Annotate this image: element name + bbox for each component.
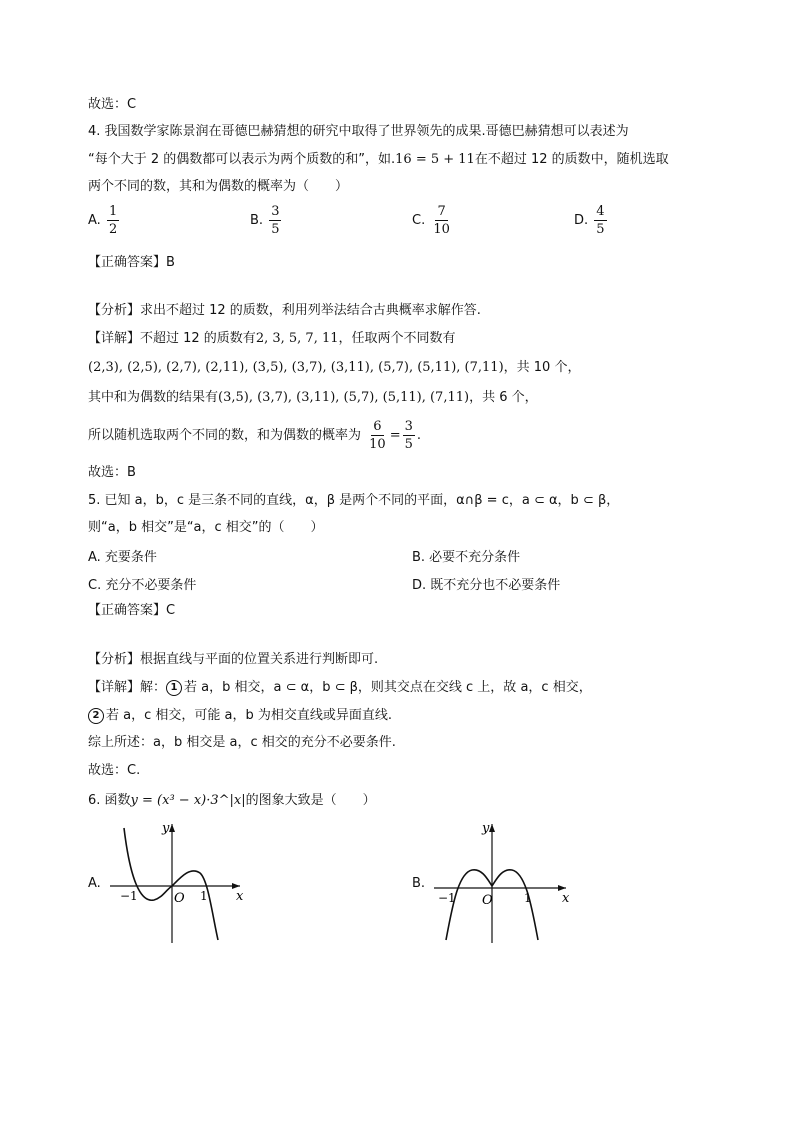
q5-stem-line1: 5. 已知 a，b，c 是三条不同的直线，α，β 是两个不同的平面，α∩β = c，a ⊂ α，b ⊂ β， [88,493,620,508]
x-axis-label: x [236,889,244,904]
origin-label: O [482,893,493,908]
q5-detail-line2: 2 若 a，c 相交，可能 a，b 为相交直线或异面直线. [88,706,392,726]
q5-stem-line2: 则“a，b 相交”是“a，c 相交”的（ ） [88,520,324,535]
x-axis-label: x [562,891,570,906]
q4-option-a-fraction: $\frac{1}{2}$ [108,204,118,237]
q4-option-a-letter: A. [88,213,101,228]
q3-answer-line: 故选：C [88,97,137,112]
q6-option-b-letter: B. [412,876,426,891]
q4-even-pairs: (3,5), (3,7), (3,11), (5,7), (5,11), (7,11) [218,390,470,405]
origin-label: O [174,891,185,906]
q4-conclusion-fraction1: $\frac{6}{10}$ [369,419,386,452]
q4-primes: 2, 3, 5, 7, 11 [255,331,339,346]
neg-one-tick: −1 [120,889,138,903]
y-axis-label: y [162,821,170,836]
q5-option-a: A. 充要条件 [88,550,157,565]
circled-number-1: 1 [166,680,182,696]
q4-stem-line3: 两个不同的数，其和为偶数的概率为（ ） [88,179,349,194]
q4-conclusion: 所以随机选取两个不同的数，和为偶数的概率为 $\frac{6}{10}$ = $\frac{3}{5}$ . [88,419,422,452]
q5-analysis: 【分析】根据直线与平面的位置关系进行判断即可. [88,652,379,667]
q6-graph-a [100,818,250,948]
q4-answer-line: 故选：B [88,465,136,480]
pos-one-tick: 1 [200,889,208,903]
q4-detail-line2: (2,3), (2,5), (2,7), (2,11), (3,5), (3,7), (3,11), (5,7), (5,11), (7,11)，共 10 个， [88,360,581,375]
q5-detail-line1: 【详解】解： 1 若 a，b 相交，a ⊂ α，b ⊂ β，则其交点在交线 c 上，故 a，c 相交， [88,680,592,695]
q4-detail-line1: 【详解】不超过 12 的质数有2, 3, 5, 7, 11，任取两个不同数有 [88,331,456,346]
q6-formula: y = (x³ − x)·3^|x| [130,793,246,808]
q4-option-d-fraction: $\frac{4}{5}$ [596,204,605,237]
q4-option-d-letter: D. [574,213,589,228]
q6-stem: 6. 函数y = (x³ − x)·3^|x|的图象大致是（ ） [88,793,376,808]
pos-one-tick: 1 [524,891,532,905]
q5-correct-answer: 【正确答案】C [88,603,176,618]
q5-summary: 综上所述：a，b 相交是 a，c 相交的充分不必要条件. [88,735,396,750]
q4-correct-answer: 【正确答案】B [88,255,175,270]
q5-option-c: C. 充分不必要条件 [88,578,197,593]
q4-option-a [88,205,121,236]
q4-option-b-fraction: $\frac{3}{5}$ [271,204,280,237]
q4-option-c [412,205,454,236]
q4-stem-line1: 4. 我国数学家陈景润在哥德巴赫猜想的研究中取得了世界领先的成果.哥德巴赫猜想可以表述为 [88,124,629,139]
q4-stem-line2b: 在不超过 12 的质数中，随机选取 [474,152,669,167]
q4-pairs: (2,3), (2,5), (2,7), (2,11), (3,5), (3,7), (3,11), (5,7), (5,11), (7,11) [88,360,504,375]
q4-detail-line3: 其中和为偶数的结果有(3,5), (3,7), (3,11), (5,7), (5,11), (7,11)，共 6 个， [88,390,538,405]
q6-graph-b [424,818,574,948]
neg-one-tick: −1 [438,891,456,905]
q4-analysis: 【分析】求出不超过 12 的质数，利用列举法结合古典概率求解作答. [88,303,481,318]
q4-option-b-letter: B. [250,213,264,228]
q4-stem-equation: 16 = 5 + 11 [395,152,475,167]
q5-option-d: D. 既不充分也不必要条件 [412,578,561,593]
q6-option-a-letter: A. [88,876,101,891]
q4-conclusion-fraction2: $\frac{3}{5}$ [404,419,413,452]
q4-option-b [250,205,283,236]
circled-number-2: 2 [88,708,104,724]
q4-option-c-letter: C. [412,213,426,228]
q5-answer-line: 故选：C. [88,763,141,778]
y-axis-label: y [482,821,490,836]
q4-option-d [574,205,609,236]
q4-option-c-fraction: $\frac{7}{10}$ [433,204,450,237]
q5-option-b: B. 必要不充分条件 [412,550,521,565]
q4-stem-line2a: “每个大于 2 的偶数都可以表示为两个质数的和”，如. [88,152,396,167]
q4-stem-line2 [88,150,669,170]
